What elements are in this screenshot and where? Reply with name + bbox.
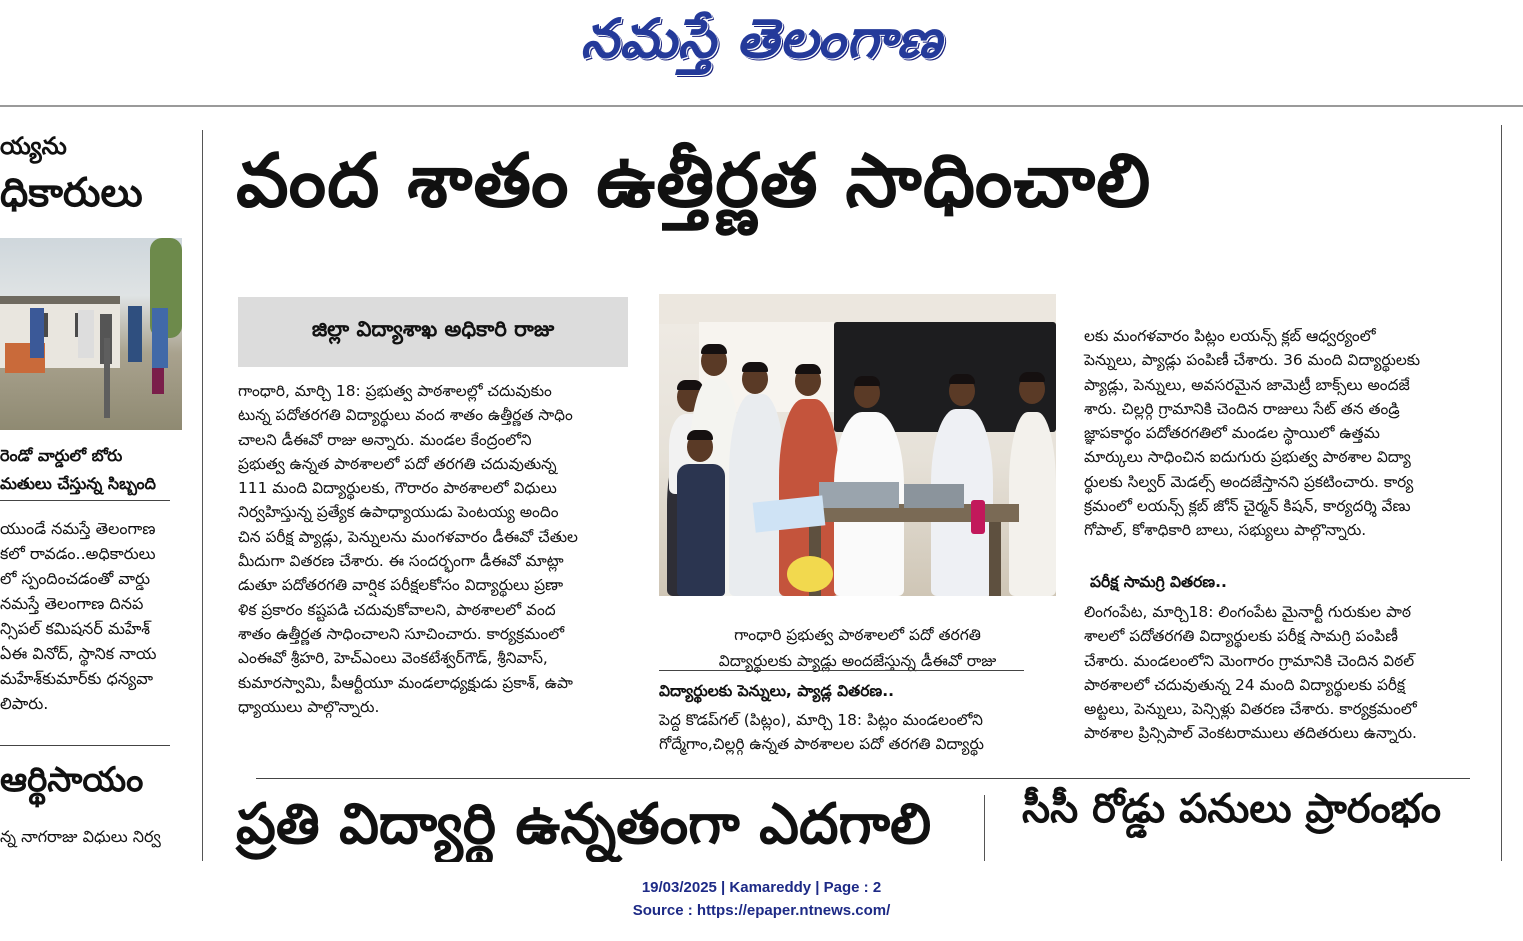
body-line: క్రమంలో లయన్స్ క్లబ్ జోన్ చైర్మన్ కిషన్, కార్యదర్శి వేణు bbox=[1084, 497, 1411, 516]
body-line: పాఠశాలలో చదువుతున్న 24 మంది విద్యార్థులకు పరీక్ష bbox=[1084, 675, 1406, 694]
photo-caption-line: గాంధారి ప్రభుత్వ పాఠశాలలో పదో తరగతి bbox=[734, 626, 981, 644]
subheadline-box bbox=[238, 297, 628, 367]
body-line: పెద్ద కొడప్‌గల్ (పిట్లం), మార్చి 18: పిట్లం మండలంలోని bbox=[659, 711, 983, 729]
right-edge-divider bbox=[1501, 125, 1502, 861]
story-column-3b bbox=[1084, 600, 1417, 746]
left-body-line: నమస్తే తెలంగాణ దినప bbox=[0, 594, 144, 613]
left-column-divider bbox=[202, 130, 203, 861]
bottom-headline-right: సీసీ రోడ్డు పనులు ప్రారంభం bbox=[1022, 786, 1441, 832]
left-caption-rule bbox=[0, 500, 170, 501]
story-column-2 bbox=[659, 708, 984, 757]
left-body-line: లో స్పందించడంతో వార్డు bbox=[0, 569, 151, 588]
bottom-headline-left: ప్రతి విద్యార్థి ఉన్నతంగా ఎదగాలి bbox=[236, 792, 932, 857]
body-line: శారు. చిల్లర్గి గ్రామానికి చెందిన రాజులు సేట్ తన తండ్రి bbox=[1084, 399, 1400, 418]
body-line: ప్యాడ్లు, పెన్నులు, అవసరమైన జామెట్రీ బాక్స్‌లు అందజే bbox=[1084, 375, 1410, 394]
body-line: గాంధారి, మార్చి 18: ప్రభుత్వ పాఠశాలల్లో చదువుకుం bbox=[238, 382, 552, 400]
photo-caption-line: విద్యార్థులకు ప్యాడ్లు అందజేస్తున్న డీఈవో రాజు bbox=[718, 652, 997, 670]
body-line: జ్ఞాపకార్థం పదోతరగతిలో మండల స్థాయిలో ఉత్తమ bbox=[1084, 424, 1380, 443]
caption-rule bbox=[659, 670, 1024, 671]
body-line: టున్న పదోతరగతి విద్యార్థులు వంద శాతం ఉత్తీర్ణత సాధిం bbox=[238, 406, 573, 425]
body-line: లకు మంగళవారం పిట్లం లయన్స్ క్లబ్ ఆధ్వర్యంలో bbox=[1084, 327, 1376, 345]
subheadline-text: జిల్లా విద్యాశాఖ అధికారి రాజు bbox=[311, 317, 555, 341]
body-line: ఎంఈవో శ్రీహరి, హెచ్ఎంలు వెంకటేశ్వర్‌గౌడ్, శ్రీనివాస్, bbox=[238, 649, 548, 668]
column3-subheading: పరీక్ష సామగ్రి వితరణ.. bbox=[1090, 573, 1227, 591]
masthead-logo: నమస్తే తెలంగాణ bbox=[580, 6, 943, 70]
column2-subheading: విద్యార్థులకు పెన్నులు, ప్యాడ్ల వితరణ.. bbox=[659, 682, 895, 700]
story-photo bbox=[659, 294, 1056, 596]
left-body-line: ఏఈ వినోద్, స్థానిక నాయ bbox=[0, 644, 157, 663]
body-line: పెన్నులు, ప్యాడ్లు పంపిణీ చేశారు. 36 మంది విద్యార్థులకు bbox=[1084, 351, 1421, 370]
story-column-3 bbox=[1084, 324, 1420, 543]
left-fragment-heading: య్యను bbox=[0, 132, 67, 160]
body-line: శాలలో పదోతరగతి విద్యార్థులకు పరీక్ష సామగ్రి పంపిణీ bbox=[1084, 627, 1398, 646]
left-story-heading: ధికారులు bbox=[0, 170, 143, 216]
story-column-1 bbox=[238, 379, 578, 719]
left-body-line: యుండే నమస్తే తెలంగాణ bbox=[0, 519, 156, 538]
section-divider bbox=[256, 778, 1470, 779]
body-line: లింగంపేట, మార్చి18: లింగంపేట మైనార్టీ గురుకుల పాఠ bbox=[1084, 603, 1411, 621]
body-line: అట్టలు, పెన్నులు, పెన్సిళ్లు వితరణ చేశారు. కార్యక్రమంలో bbox=[1084, 700, 1417, 719]
body-line: నిర్వహిస్తున్న ప్రత్యేక ఉపాధ్యాయుడు పెంటయ్య అందిం bbox=[238, 503, 559, 522]
left-body-line: మహేశ్‌కుమార్‌కు ధన్యవా bbox=[0, 669, 153, 688]
body-line: గోపాల్, కోశాధికారి బాలు, సభ్యులు పాల్గొన్నారు. bbox=[1084, 521, 1367, 540]
footer-date-edition: 19/03/2025 | Kamareddy | Page : 2 bbox=[641, 879, 882, 896]
left-bottom-heading: ఆర్థిసాయం bbox=[0, 760, 144, 800]
left-body-line: కలో రావడం..అధికారులు bbox=[0, 544, 156, 563]
body-line: చేశారు. మండలంలోని మెంగారం గ్రామానికి చెందిన విఠల్ bbox=[1084, 651, 1415, 670]
bottom-column-divider bbox=[984, 795, 985, 861]
left-body-text bbox=[0, 516, 156, 716]
left-photo-caption-1: రెండో వార్డులో బోరు bbox=[0, 446, 123, 465]
body-line: చిన పరీక్ష ప్యాడ్లు, పెన్నులను మంగళవారం డీఈవో చేతుల bbox=[238, 527, 578, 546]
body-line: ళిక ప్రకారం కష్టపడి చదువుకోవాలని, పాఠశాలలో వంద bbox=[238, 600, 556, 619]
left-bottom-rule bbox=[0, 745, 170, 746]
body-line: చాలని డీఈవో రాజు అన్నారు. మండల కేంద్రంలోని bbox=[238, 430, 532, 449]
body-line: డుతూ పదోతరగతి వార్షిక పరీక్షలకోసం విద్యార్థులు ప్రణా bbox=[238, 576, 564, 595]
body-line: ధ్యాయులు పాల్గొన్నారు. bbox=[238, 697, 380, 716]
left-photo-caption-2: మతులు చేస్తున్న సిబ్బంది bbox=[0, 474, 156, 493]
left-body-line: లిపారు. bbox=[0, 694, 49, 713]
body-line: పాఠశాల ప్రిన్సిపాల్ వెంకటరాములు తదితరులు ఉన్నారు. bbox=[1084, 724, 1417, 743]
photo-caption bbox=[659, 622, 1056, 674]
body-line: గోద్మేగాం,చిల్లర్గి ఉన్నత పాఠశాలల పదో తరగతి విద్యార్థు bbox=[659, 735, 984, 754]
body-line: ర్థులకు సిల్వర్ మెడల్స్ అందజేస్తానని ప్రకటించారు. కార్య bbox=[1084, 472, 1414, 491]
left-story-photo bbox=[0, 238, 182, 430]
body-line: మార్కులు సాధించిన ఐదుగురు ప్రభుత్వ పాఠశాల విద్యా bbox=[1084, 448, 1411, 467]
main-headline: వంద శాతం ఉత్తీర్ణత సాధించాలి bbox=[236, 138, 1152, 224]
masthead-divider bbox=[0, 105, 1523, 107]
footer-source: Source : https://epaper.ntnews.com/ bbox=[632, 902, 891, 919]
left-bottom-line: న్న నాగరాజు విధులు నిర్వ bbox=[0, 827, 161, 846]
body-line: ప్రభుత్వ ఉన్నత పాఠశాలలో పదో తరగతి చదువుతున్న bbox=[238, 454, 557, 473]
body-line: మీదుగా వితరణ చేశారు. ఈ సందర్భంగా డీఈవో మాట్లా bbox=[238, 552, 564, 571]
left-body-line: న్సిపల్ కమిషనర్ మహేశ్ bbox=[0, 619, 151, 638]
body-line: 111 మంది విద్యార్థులకు, గౌరారం పాఠశాలలో విధులు bbox=[238, 479, 557, 498]
body-line: శాతం ఉత్తీర్ణత సాధించాలని సూచించారు. కార్యక్రమంలో bbox=[238, 624, 565, 643]
body-line: కుమారస్వామి, పీఆర్టీయూ మండలాధ్యక్షుడు ప్రకాశ్, ఉపా bbox=[238, 673, 573, 692]
